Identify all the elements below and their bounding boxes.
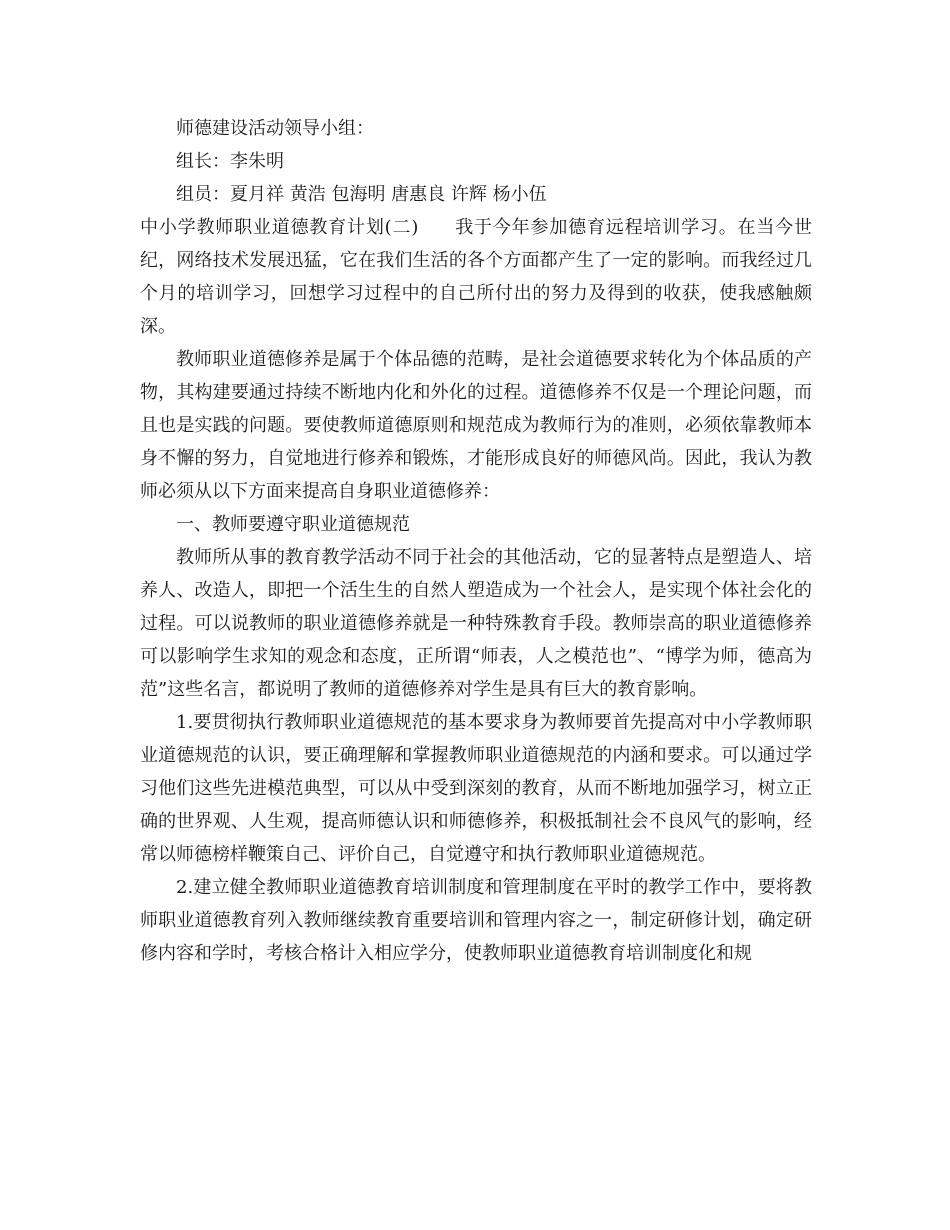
plan-intro-paragraph bbox=[140, 211, 812, 343]
paragraph-4: 2.建立健全教师职业道德教育培训制度和管理制度在平时的教学工作中，要将教师职业道德教育列入教师继续教育重要培训和管理内容之一，制定研修计划，确定研修内容和学时，考核合格计入相应学分，使教师职业道德教育培训制度化和规 bbox=[140, 877, 812, 964]
leadership-members: 组员：夏月祥 黄浩 包海明 唐惠良 许辉 杨小伍 bbox=[176, 184, 547, 205]
plan-intro: 我于今年参加德育远程培训学习。在当今世纪，网络技术发展迅猛，它在我们生活的各个方面都产生了一定的影响。而我经过几个月的培训学习，回想学习过程中的自己所付出的努力及得到的收获，使我感触颇深。 bbox=[140, 217, 813, 337]
plan-title: 中小学教师职业道德教育计划(二) bbox=[140, 217, 419, 238]
paragraph-1: 教师职业道德修养是属于个体品德的范畴，是社会道德要求转化为个体品质的产物，其构建要通过持续不断地内化和外化的过程。道德修养不仅是一个理论问题，而且也是实践的问题。要使教师道德原则和规范成为教师行为的准则，必须依靠教师本身不懈的努力，自觉地进行修养和锻炼，才能形成良好的师德风尚。因此，我认为教师必须从以下方面来提高自身职业道德修养： bbox=[140, 349, 812, 502]
document-page bbox=[140, 112, 812, 970]
leadership-leader: 组长：李朱明 bbox=[176, 151, 284, 172]
leadership-heading: 师德建设活动领导小组： bbox=[176, 118, 374, 139]
paragraph-3: 1.要贯彻执行教师职业道德规范的基本要求身为教师要首先提高对中小学教师职业道德规范的认识，要正确理解和掌握教师职业道德规范的内涵和要求。可以通过学习他们这些先进模范典型，可以从中受到深刻的教育，从而不断地加强学习，树立正确的世界观、人生观，提高师德认识和师德修养，积极抵制社会不良风气的影响，经常以师德榜样鞭策自己、评价自己，自觉遵守和执行教师职业道德规范。 bbox=[140, 712, 812, 865]
paragraph-2: 教师所从事的教育教学活动不同于社会的其他活动，它的显著特点是塑造人、培养人、改造人，即把一个活生生的自然人塑造成为一个社会人，是实现个体社会化的过程。可以说教师的职业道德修养就是一种特殊教育手段。教师崇高的职业道德修养可以影响学生求知的观念和态度，正所谓“师表，人之模范也”、“博学为师，德高为范”这些名言，都说明了教师的道德修养对学生是具有巨大的教育影响。 bbox=[140, 547, 812, 700]
section-1-title: 一、教师要遵守职业道德规范 bbox=[176, 514, 410, 535]
